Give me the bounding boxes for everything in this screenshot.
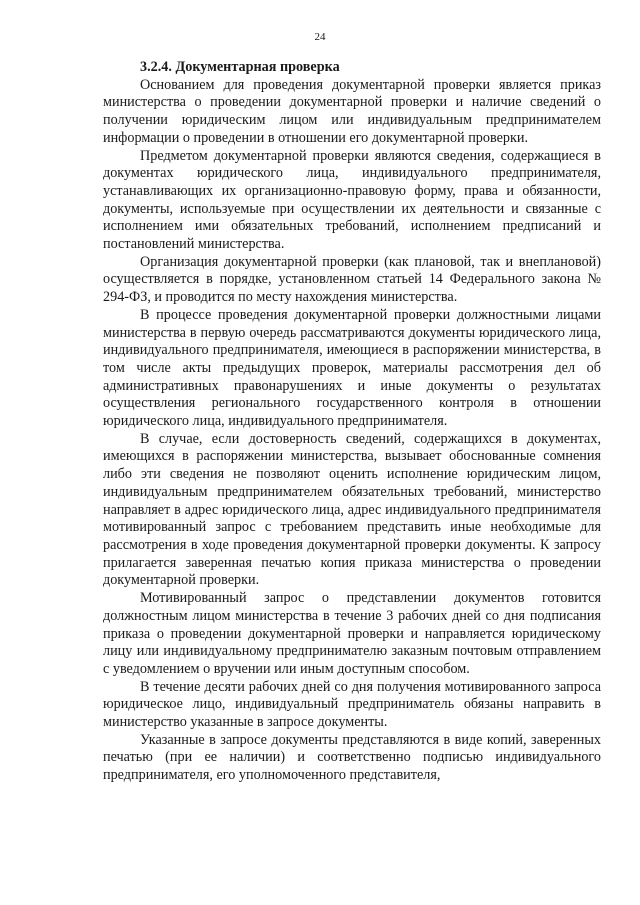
paragraph-reliability: В случае, если достоверность сведений, содержащихся в документах, имеющихся в распоряжении министерства, вызывает обоснованные сомнения либо эти сведения не позволяют оценить исполнение юридическим лицом, индивидуальным предпринимателем обязательных требований, министерство направляет в адрес юридического лица, адрес индивидуального предпринимателя мотивированный запрос с требованием представить иные необходимые для рассмотрения в ходе проведения документарной проверки документы. К запросу прилагается заверенная печатью копия приказа министерства о проведении документарной проверки. (103, 430, 601, 589)
document-body (103, 59, 601, 785)
section-heading: 3.2.4. Документарная проверка (140, 59, 340, 75)
paragraph-subject: Предметом документарной проверки являются сведения, содержащиеся в документах юридического лица, индивидуального предпринимателя, устанавливающих их организационно-правовую форму, права и обязанности, документы, используемые при осуществлении их деятельности и связанные с исполнением ими обязательных требований, исполнением предписаний и постановлений министерства. (103, 147, 601, 253)
paragraph-copies: Указанные в запросе документы представляются в виде копий, заверенных печатью (при ее наличии) и соответственно подписью индивидуального предпринимателя, его уполномоченного представителя, (103, 731, 601, 784)
paragraph-review-process: В процессе проведения документарной проверки должностными лицами министерства в первую очередь рассматриваются документы юридического лица, индивидуального предпринимателя, имеющиеся в распоряжении министерства, в том числе акты предыдущих проверок, материалы рассмотрения дел об административных правонарушениях и иные документы о результатах осуществления регионального государственного контроля в отношении юридического лица, индивидуального предпринимателя. (103, 306, 601, 430)
page-number: 24 (314, 31, 326, 43)
paragraph-motivated-request: Мотивированный запрос о представлении документов готовится должностным лицом министерства в течение 3 рабочих дней со дня подписания приказа о проведении документарной проверки и направляется юридическому лицу или индивидуальному предпринимателю заказным почтовым отправлением с уведомлением о вручении или иным доступным способом. (103, 590, 601, 677)
paragraph-deadline: В течение десяти рабочих дней со дня получения мотивированного запроса юридическое лицо, индивидуальный предприниматель обязаны направить в министерство указанные в запросе документы. (103, 678, 601, 731)
paragraph-organization: Организация документарной проверки (как плановой, так и внеплановой) осуществляется в порядке, установленном статьей 14 Федерального закона № 294-ФЗ, и проводится по месту нахождения министерства. (103, 253, 601, 306)
paragraph-basis: Основанием для проведения документарной проверки является приказ министерства о проведении документарной проверки и наличие сведений о получении юридическим лицом или индивидуальным предпринимателем информации о проведении в отношении его документарной проверки. (103, 76, 601, 146)
